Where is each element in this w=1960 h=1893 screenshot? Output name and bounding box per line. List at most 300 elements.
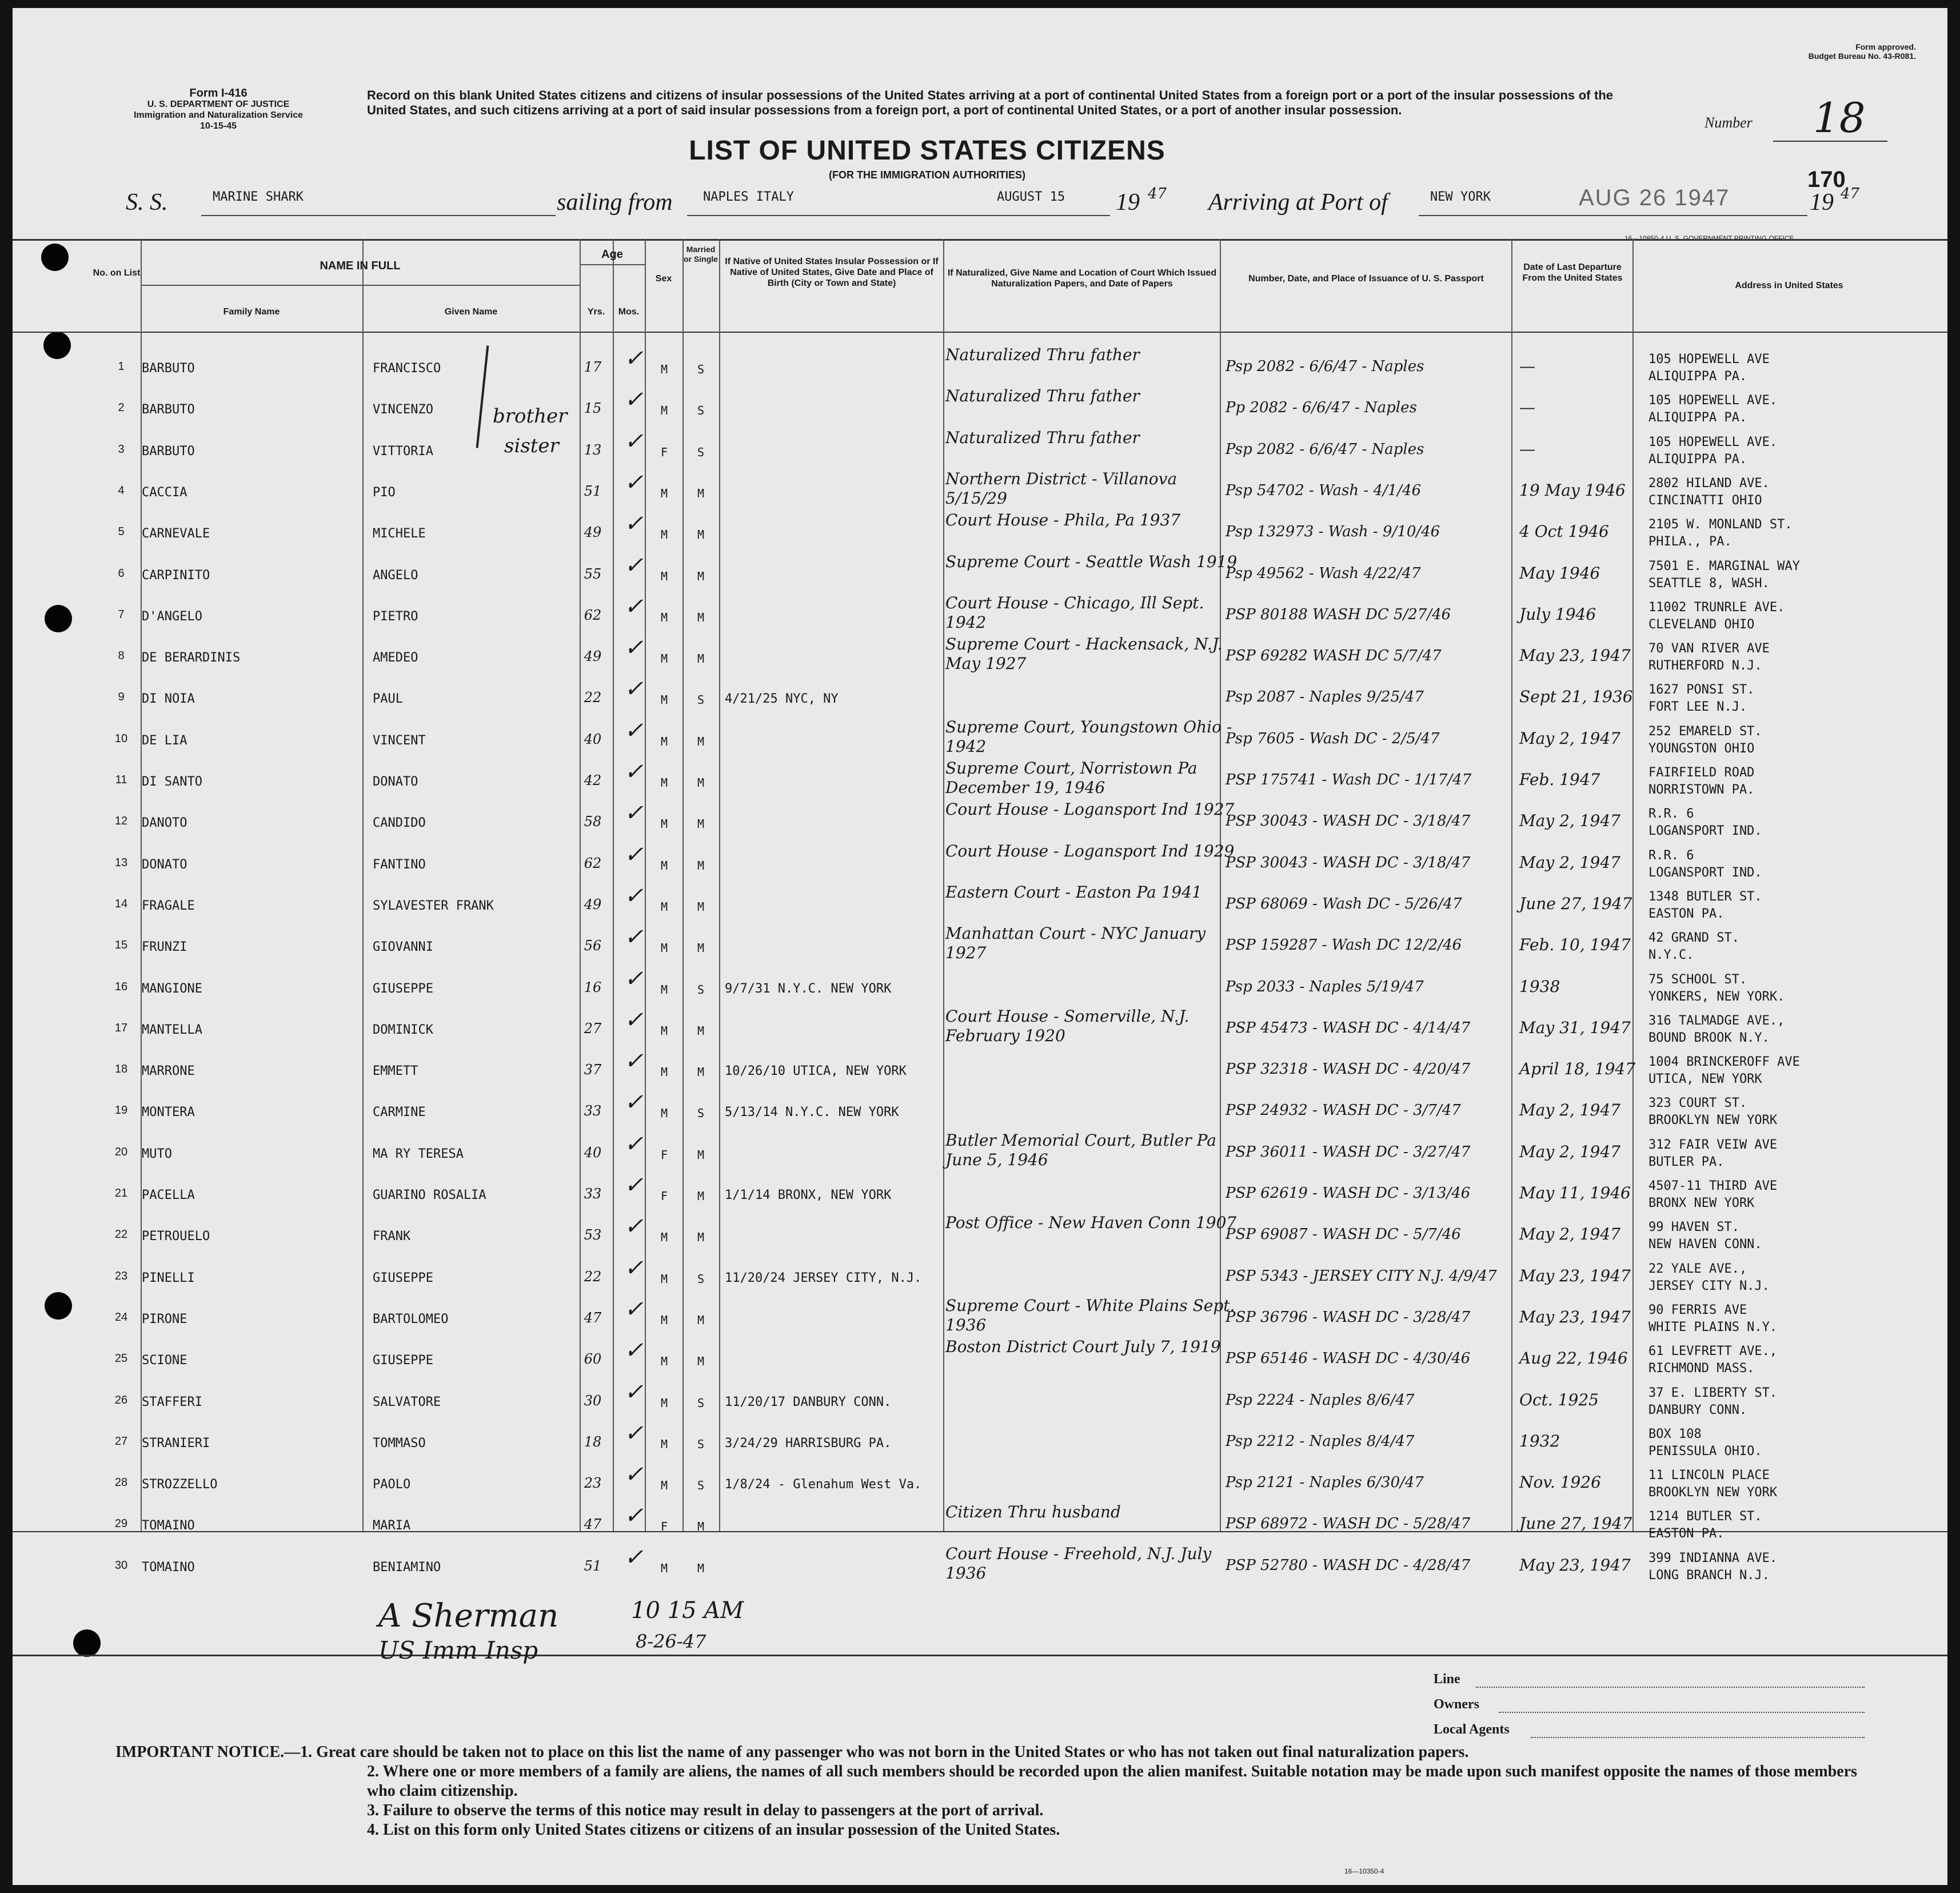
age-check: ✓	[624, 1378, 644, 1405]
sex: M	[660, 1272, 668, 1286]
birth-info: 4/21/25 NYC, NY	[725, 692, 839, 707]
naturalization: Naturalized Thru father	[945, 345, 1140, 364]
age-years: 15	[584, 400, 602, 417]
marital-status: M	[697, 1561, 705, 1575]
age-years: 33	[584, 1186, 602, 1202]
sex: M	[660, 899, 668, 914]
ship-rule	[201, 215, 556, 216]
col-header-given-name: Given Name	[444, 307, 498, 317]
inspection-time: 10 15 AM	[631, 1597, 744, 1624]
sex: M	[660, 1354, 668, 1369]
last-departure: May 11, 1946	[1519, 1183, 1631, 1202]
table-row	[13, 676, 1947, 717]
year-prefix: 19	[1116, 189, 1140, 216]
last-departure: April 18, 1947	[1519, 1059, 1636, 1079]
naturalization: Naturalized Thru father	[945, 428, 1140, 447]
marital-status: S	[697, 693, 705, 707]
sailing-date: AUGUST 15	[997, 190, 1065, 204]
naturalization: Naturalized Thru father	[945, 386, 1140, 406]
age-years: 30	[584, 1392, 602, 1409]
address-line: 1214 BUTLER ST.	[1648, 1509, 1762, 1524]
table-row	[13, 1503, 1947, 1544]
table-row	[13, 1089, 1947, 1130]
sailing-from: NAPLES ITALY	[703, 190, 794, 204]
sex: M	[660, 1478, 668, 1493]
sex: M	[660, 982, 668, 997]
given-name: AMEDEO	[373, 651, 418, 665]
age-check: ✓	[624, 759, 644, 785]
row-number: 5	[118, 525, 125, 539]
row-number: 29	[114, 1517, 128, 1531]
marital-status: M	[697, 1313, 705, 1327]
table-row	[13, 1048, 1947, 1089]
page-subtitle: (FOR THE IMMIGRATION AUTHORITIES)	[829, 169, 1025, 181]
last-departure: 19 May 1946	[1519, 480, 1626, 500]
sailing-rule	[687, 215, 1110, 216]
address-line: RICHMOND MASS.	[1648, 1361, 1755, 1376]
marital-status: S	[697, 1478, 705, 1493]
address	[1648, 1426, 1762, 1460]
address	[1648, 1261, 1770, 1295]
col-header-sex: Sex	[655, 274, 672, 284]
agents-rule	[1531, 1737, 1865, 1738]
passport: PSP 68972 - WASH DC - 5/28/47	[1226, 1515, 1471, 1533]
family-name: DE LIA	[142, 733, 187, 748]
age-check: ✓	[624, 717, 644, 744]
address-line: YONKERS, NEW YORK.	[1648, 989, 1785, 1004]
page-count: 170	[1807, 167, 1846, 192]
age-years: 47	[584, 1516, 602, 1533]
naturalization: Supreme Court, Norristown Pa December 19, 1946	[945, 759, 1197, 797]
marital-status: M	[697, 569, 705, 583]
family-name: CACCIA	[142, 485, 187, 500]
col-header-passport: Number, Date, and Place of Issuance of U. S. Passport	[1248, 274, 1484, 284]
marital-status: S	[697, 1396, 705, 1410]
address	[1648, 1219, 1762, 1253]
age-check: ✓	[624, 841, 644, 868]
row-number: 10	[114, 732, 128, 745]
passport: Pp 2082 - 6/6/47 - Naples	[1226, 399, 1417, 417]
passport: PSP 45473 - WASH DC - 4/14/47	[1226, 1019, 1471, 1037]
important-notice	[115, 1743, 1887, 1840]
col-header-departure: Date of Last Departure From the United States	[1522, 262, 1623, 283]
arrival-year: 47	[1841, 185, 1860, 202]
family-name: D'ANGELO	[142, 609, 202, 624]
given-name: GIOVANNI	[373, 940, 433, 955]
address	[1648, 723, 1762, 758]
address-line: 105 HOPEWELL AVE	[1648, 352, 1770, 366]
passenger-table	[13, 239, 1947, 1657]
print-code-bottom: 16—10350-4	[1344, 1867, 1384, 1875]
given-name: VINCENT	[373, 733, 426, 748]
marital-status: S	[697, 362, 705, 376]
form-date-code: 10-15-45	[199, 121, 237, 131]
age-check: ✓	[624, 1048, 644, 1075]
passport: PSP 5343 - JERSEY CITY N.J. 4/9/47	[1226, 1267, 1497, 1285]
given-name: FRANCISCO	[373, 361, 441, 376]
age-check: ✓	[624, 1130, 644, 1157]
marital-status: M	[697, 858, 705, 872]
owners-rule	[1499, 1712, 1865, 1713]
sex: F	[660, 1520, 668, 1534]
sex: M	[660, 486, 668, 500]
birth-info: 9/7/31 N.Y.C. NEW YORK	[725, 981, 892, 996]
given-name: FRANK	[373, 1229, 411, 1244]
address-line: NORRISTOWN PA.	[1648, 783, 1755, 797]
last-departure: May 2, 1947	[1519, 811, 1620, 831]
passport: PSP 36011 - WASH DC - 3/27/47	[1226, 1143, 1471, 1161]
marital-status: M	[697, 1189, 705, 1203]
address	[1648, 971, 1785, 1006]
given-name: MA RY TERESA	[373, 1146, 464, 1161]
table-row	[13, 1420, 1947, 1461]
number-label: Number	[1704, 114, 1753, 131]
family-name: DI NOIA	[142, 692, 195, 707]
sex: M	[660, 610, 668, 624]
birth-info: 11/20/24 JERSEY CITY, N.J.	[725, 1270, 922, 1285]
given-name: DOMINICK	[373, 1022, 433, 1037]
given-name: PAUL	[373, 692, 403, 707]
family-name: STAFFERI	[142, 1394, 202, 1409]
given-name: MARIA	[373, 1519, 411, 1533]
given-name: CARMINE	[373, 1105, 426, 1120]
age-years: 40	[584, 1144, 602, 1161]
page-title: LIST OF UNITED STATES CITIZENS	[689, 136, 1165, 166]
row-number: 14	[114, 897, 128, 910]
age-years: 22	[584, 690, 602, 706]
family-name: PETROUELO	[142, 1229, 210, 1244]
sex: M	[660, 734, 668, 748]
col-header-yrs: Yrs.	[587, 307, 605, 317]
family-name: MARRONE	[142, 1064, 195, 1079]
given-name: GIUSEPPE	[373, 1270, 433, 1285]
sex: F	[660, 1147, 668, 1162]
age-check: ✓	[624, 1006, 644, 1033]
given-name: SALVATORE	[373, 1394, 441, 1409]
col-header-age: Age	[601, 248, 623, 261]
row-number: 19	[114, 1104, 128, 1117]
table-row	[13, 1255, 1947, 1296]
annotation-sister: sister	[504, 435, 559, 457]
marital-status: M	[697, 899, 705, 914]
passport: PSP 30043 - WASH DC - 3/18/47	[1226, 812, 1471, 830]
inspector-signature: A Sherman	[378, 1597, 559, 1635]
naturalization: Boston District Court July 7, 1919	[945, 1337, 1221, 1357]
age-check: ✓	[624, 1337, 644, 1364]
passport: Psp 2082 - 6/6/47 - Naples	[1226, 440, 1424, 458]
address-line: 1004 BRINCKEROFF AVE	[1648, 1055, 1800, 1070]
naturalization: Manhattan Court - NYC January 1927	[945, 924, 1206, 963]
address-line: 11002 TRUNRLE AVE.	[1648, 600, 1785, 615]
age-years: 60	[584, 1351, 602, 1368]
age-check: ✓	[624, 345, 644, 372]
age-check: ✓	[624, 1420, 644, 1446]
sex: M	[660, 1561, 668, 1575]
age-years: 37	[584, 1062, 602, 1078]
table-row	[13, 800, 1947, 841]
given-name: FANTINO	[373, 857, 426, 872]
marital-status: M	[697, 1230, 705, 1245]
address-line: BOX 108	[1648, 1426, 1702, 1441]
address-line: 75 SCHOOL ST.	[1648, 972, 1747, 987]
address-line: EASTON PA.	[1648, 906, 1725, 921]
passport: Psp 49562 - Wash 4/22/47	[1226, 564, 1421, 582]
naturalization: Court House - Freehold, N.J. July 1936	[945, 1544, 1212, 1583]
last-departure: Oct. 1925	[1519, 1390, 1599, 1409]
age-check: ✓	[624, 882, 644, 909]
last-departure: Feb. 1947	[1519, 770, 1600, 789]
row-number: 7	[118, 608, 125, 621]
table-row	[13, 1007, 1947, 1048]
address-line: 99 HAVEN ST.	[1648, 1220, 1739, 1235]
row-number: 8	[118, 649, 125, 663]
given-name: PAOLO	[373, 1477, 411, 1492]
address-line: ALIQUIPPA PA.	[1648, 411, 1747, 425]
age-check: ✓	[624, 800, 644, 827]
marital-status: S	[697, 1437, 705, 1451]
arrival-year-prefix: 19	[1810, 189, 1834, 216]
address	[1648, 806, 1762, 840]
family-name: FRUNZI	[142, 940, 187, 955]
col-header-mos: Mos.	[618, 307, 640, 317]
marital-status: M	[697, 610, 705, 624]
age-check: ✓	[624, 676, 644, 703]
row-number: 21	[114, 1187, 128, 1199]
family-name: MANTELLA	[142, 1022, 202, 1037]
passport: PSP 24932 - WASH DC - 3/7/47	[1226, 1102, 1461, 1119]
marital-status: S	[697, 1106, 705, 1121]
passport: Psp 54702 - Wash - 4/1/46	[1226, 481, 1422, 499]
naturalization: Supreme Court - Seattle Wash 1919	[945, 552, 1238, 571]
table-row	[13, 1379, 1947, 1420]
address-line: 316 TALMADGE AVE.,	[1648, 1013, 1785, 1028]
row-number: 11	[115, 774, 127, 786]
birth-info: 10/26/10 UTICA, NEW YORK	[725, 1064, 907, 1079]
last-departure: May 2, 1947	[1519, 728, 1620, 748]
table-row	[13, 1544, 1947, 1585]
address	[1648, 1054, 1800, 1088]
name-group-rule	[141, 285, 580, 286]
passport: Psp 132973 - Wash - 9/10/46	[1226, 523, 1440, 541]
row-number: 18	[114, 1063, 128, 1076]
given-name: GUARINO ROSALIA	[373, 1188, 486, 1202]
given-name: VITTORIA	[373, 444, 433, 459]
address-line: YOUNGSTON OHIO	[1648, 741, 1755, 756]
address-line: NEW HAVEN CONN.	[1648, 1237, 1762, 1252]
table-row	[13, 1131, 1947, 1172]
address	[1648, 1095, 1777, 1129]
sex: M	[660, 652, 668, 666]
passport: Psp 7605 - Wash DC - 2/5/47	[1226, 730, 1440, 747]
family-name: MUTO	[142, 1146, 172, 1161]
notice-item-4: 4. List on this form only United States citizens or citizens of an insular possession of the United States.	[367, 1821, 1060, 1839]
notice-item-2: 2. Where one or more members of a family are aliens, the names of all such members should be recorded upon the alien manifest. Suitable notation may be made upon such manifest opposite the names of those members who claim citizenship.	[367, 1763, 1858, 1800]
given-name: VINCENZO	[373, 402, 433, 417]
table-row	[13, 1461, 1947, 1503]
address	[1648, 558, 1800, 592]
sex: M	[660, 817, 668, 831]
birth-info: 3/24/29 HARRISBURG PA.	[725, 1436, 892, 1450]
last-departure: —	[1519, 398, 1535, 417]
age-check: ✓	[624, 1254, 644, 1281]
address-line: CINCINATTI OHIO	[1648, 493, 1762, 508]
age-check: ✓	[624, 593, 644, 620]
given-name: SYLAVESTER FRANK	[373, 898, 494, 913]
address-line: PHILA., PA.	[1648, 535, 1732, 549]
sex: M	[660, 569, 668, 583]
row-number: 1	[118, 360, 125, 373]
address-line: 312 FAIR VEIW AVE	[1648, 1137, 1778, 1152]
address-line: 70 VAN RIVER AVE	[1648, 641, 1770, 656]
row-number: 17	[114, 1021, 128, 1034]
address	[1648, 1178, 1777, 1212]
last-departure: 4 Oct 1946	[1519, 522, 1609, 541]
marital-status: S	[697, 982, 705, 997]
marital-status: M	[697, 1147, 705, 1162]
sailing-label: sailing from	[557, 189, 673, 216]
passport: PSP 65146 - WASH DC - 4/30/46	[1226, 1350, 1471, 1368]
family-name: PINELLI	[142, 1270, 195, 1285]
marital-status: M	[697, 652, 705, 666]
row-number: 25	[114, 1352, 128, 1365]
footer-bottom-rule	[13, 1655, 1947, 1656]
age-check: ✓	[624, 1296, 644, 1322]
naturalization: Citizen Thru husband	[945, 1503, 1121, 1522]
age-check: ✓	[624, 635, 644, 661]
row-number: 23	[114, 1269, 128, 1282]
col-header-address: Address in United States	[1735, 281, 1843, 290]
family-name: TOMAINO	[142, 1560, 195, 1575]
naturalization: Court House - Chicago, Ill Sept. 1942	[945, 593, 1204, 632]
table-row	[13, 593, 1947, 635]
passport: PSP 32318 - WASH DC - 4/20/47	[1226, 1061, 1471, 1078]
marital-status: S	[697, 445, 705, 459]
naturalization: Northern District - Villanova 5/15/29	[945, 469, 1177, 508]
address-line: 22 YALE AVE.,	[1648, 1261, 1747, 1276]
given-name: BENIAMINO	[373, 1560, 441, 1575]
passport: PSP 175741 - Wash DC - 1/17/47	[1226, 771, 1472, 788]
naturalization: Court House - Logansport Ind 1927	[945, 800, 1235, 819]
passport: Psp 2212 - Naples 8/4/47	[1226, 1432, 1415, 1450]
number-value: 18	[1813, 94, 1866, 142]
row-number: 4	[118, 484, 125, 497]
marital-status: M	[697, 734, 705, 748]
age-check: ✓	[624, 1544, 644, 1571]
given-name: DONATO	[373, 775, 418, 789]
age-years: 62	[584, 855, 602, 871]
table-row	[13, 1172, 1947, 1213]
sex: M	[660, 776, 668, 790]
row-number: 2	[118, 401, 125, 415]
naturalization: Supreme Court - Hackensack, N.J. May 1927	[945, 635, 1223, 673]
age-years: 33	[584, 1103, 602, 1119]
naturalization: Post Office - New Haven Conn 1907	[945, 1213, 1237, 1233]
sailing-year: 47	[1148, 185, 1167, 202]
address	[1648, 516, 1793, 551]
family-name: PACELLA	[142, 1188, 195, 1202]
table-row	[13, 966, 1947, 1007]
marital-status: M	[697, 528, 705, 542]
address	[1648, 351, 1770, 385]
age-check: ✓	[624, 511, 644, 537]
table-row	[13, 635, 1947, 676]
address-line: 323 COURT ST.	[1648, 1096, 1747, 1111]
given-name: BARTOLOMEO	[373, 1312, 449, 1326]
family-name: STRANIERI	[142, 1436, 210, 1450]
table-row	[13, 759, 1947, 800]
address	[1648, 1385, 1777, 1419]
inspector-title: US Imm Insp	[378, 1636, 538, 1664]
family-name: DE BERARDINIS	[142, 651, 241, 665]
service: Immigration and Naturalization Service	[133, 110, 304, 120]
manifest-sheet	[13, 8, 1947, 1885]
given-name: MICHELE	[373, 527, 426, 541]
last-departure: May 1946	[1519, 563, 1600, 583]
sex: M	[660, 362, 668, 376]
marital-status: S	[697, 1272, 705, 1286]
address-line: 252 EMARELD ST.	[1648, 724, 1762, 739]
sex: M	[660, 1313, 668, 1327]
address	[1648, 599, 1785, 633]
last-departure: Sept 21, 1936	[1519, 687, 1633, 707]
address-line: RUTHERFORD N.J.	[1648, 659, 1762, 673]
marital-status: M	[697, 776, 705, 790]
address-line: 2802 HILAND AVE.	[1648, 476, 1770, 491]
table-row	[13, 1213, 1947, 1254]
family-name: MANGIONE	[142, 981, 202, 996]
table-row	[13, 345, 1947, 386]
sex: M	[660, 1437, 668, 1451]
address-line: BROOKLYN NEW YORK	[1648, 1113, 1778, 1128]
marital-status: M	[697, 486, 705, 500]
address	[1648, 930, 1739, 964]
address-line: WHITE PLAINS N.Y.	[1648, 1320, 1778, 1334]
age-check: ✓	[624, 1461, 644, 1488]
address-line: 90 FERRIS AVE	[1648, 1302, 1747, 1317]
line-rule	[1476, 1687, 1865, 1688]
address	[1648, 1343, 1777, 1377]
marital-status: M	[697, 1023, 705, 1038]
age-years: 51	[584, 483, 602, 499]
marital-status: M	[697, 1520, 705, 1534]
sex: M	[660, 1106, 668, 1121]
table-row	[13, 1337, 1947, 1378]
ship-name: MARINE SHARK	[213, 190, 304, 204]
arrival-rule	[1419, 215, 1807, 216]
passport: PSP 62619 - WASH DC - 3/13/46	[1226, 1185, 1471, 1202]
passport: Psp 2224 - Naples 8/6/47	[1226, 1391, 1415, 1409]
age-check: ✓	[624, 552, 644, 579]
family-name: CARNEVALE	[142, 527, 210, 541]
naturalization: Eastern Court - Easton Pa 1941	[945, 882, 1202, 902]
row-number: 22	[114, 1228, 128, 1241]
sex: M	[660, 1023, 668, 1038]
naturalization: Court House - Phila, Pa 1937	[945, 511, 1181, 530]
address-line: BUTLER PA.	[1648, 1154, 1725, 1169]
address-line: FORT LEE N.J.	[1648, 700, 1747, 715]
address-line: 105 HOPEWELL AVE.	[1648, 435, 1778, 449]
row-number: 28	[114, 1476, 128, 1489]
address-line: 399 INDIANNA AVE.	[1648, 1551, 1778, 1565]
form-identifier	[110, 88, 327, 131]
age-years: 18	[584, 1433, 602, 1450]
address-line: LOGANSPORT IND.	[1648, 865, 1762, 880]
address-line: UTICA, NEW YORK	[1648, 1072, 1762, 1087]
last-departure: —	[1519, 439, 1535, 459]
row-number: 30	[114, 1559, 128, 1572]
address-line: PENISSULA OHIO.	[1648, 1444, 1762, 1458]
address-line: EASTON PA.	[1648, 1527, 1725, 1541]
